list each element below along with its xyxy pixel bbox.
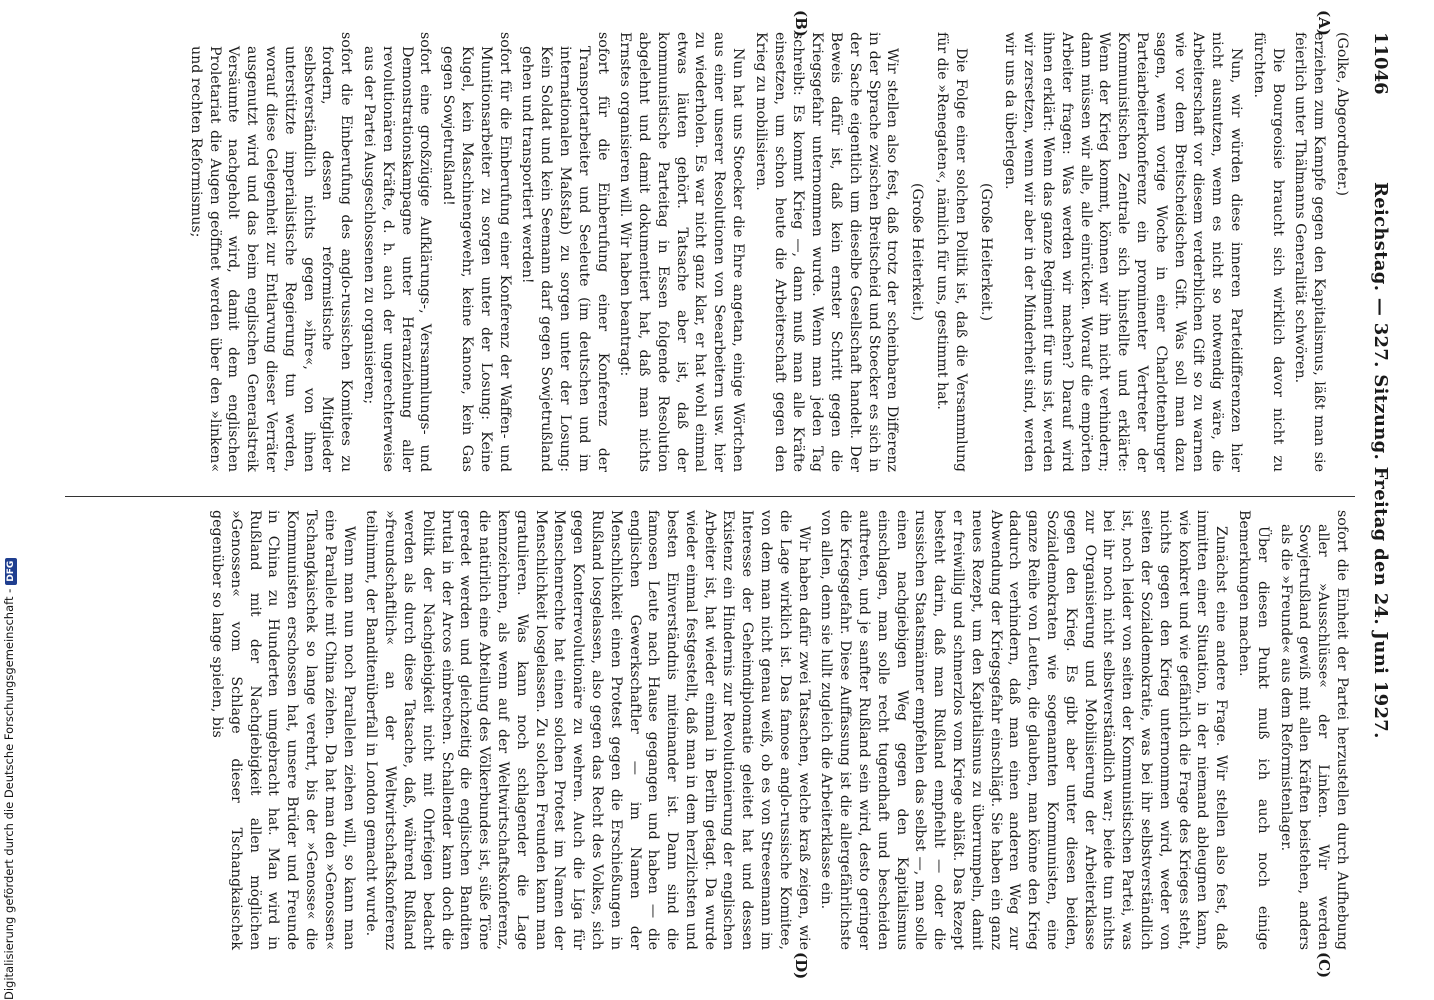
resolution-item: sofort für die Einberufung einer Konferenz der Waffen- und Munitionsarbeiter zu sorgen unter der Losung: Keine Kugel, kein Maschinengewehr, keine Kanone, kein Gas gegen Sowjetrußland! [440, 32, 513, 472]
footer-text: Digitalisierung gefördert durch die Deutsche Forschungsgemeinschaft - [2, 588, 16, 1000]
interjection: (Große Heiterkeit.) [909, 182, 926, 322]
resolution-item: sofort eine großzügige Aufklärungs-, Versammlungs- und Demonstrationskampagne unter Heranziehung aller revolutionären Kräfte, d. h. auch der ungerechterweise aus der Partei Ausgeschlossenen zu organisieren; [360, 32, 434, 472]
margin-mark-d: (D) [792, 952, 810, 980]
margin-mark-a: (A) [1315, 10, 1333, 36]
margin-mark-c: (C) [1315, 952, 1333, 979]
page-number: 11046 [1370, 32, 1391, 95]
paragraph: Wir stellen also fest, daß trotz der scheinbaren Differenz in der Sprache zwischen Breitscheid und Stoecker es sich in der Sache eigentlich um dieselbe Gesellschaft handelt. Der Beweis dafür ist, daß kein ernster Schritt gegen die Kriegsgefahr unternommen wurde. Wenn man jeden Tag schreibt: Es kommt Krieg —, dann muß man alle Kräfte einsetzen, um schon heute die Arbeiterschaft gegen den Krieg zu mobilisieren. [752, 32, 901, 472]
speaker-line: (Golke, Abgeordneter.) [1334, 32, 1350, 197]
resolution-item: sofort die Einberufung des anglo-russischen Komitees zu fordern, dessen reformistische Mitglieder selbstverständlich nichts gegen »ihre«, von ihnen unterstützte imperialistische Regierung tun werden, worauf diese Gelegenheit zur Entlarvung dieser Verräter ausgenutzt wird und das beim englischen Generalstreik Versäumte nachgeholt wird, damit dem englischen Proletariat die Augen geöffnet werden über den »linken« und rechten Reformismus; [187, 32, 355, 472]
digitization-footer [2, 558, 17, 1000]
column-left [71, 32, 1351, 472]
paragraph: Zunächst eine andere Frage. Wir stellen also fest, daß inmitten einer Situation, in der niemand ableugnen kann, wie konkret und wie gefährlich die Frage des Krieges steht, nichts gegen den Krieg unternommen wird, weder von seiten der Sozialdemokratie, was bei ihr selbstverständlich ist, noch leider von seiten der Kommunistischen Partei, was bei ihr noch nicht selbstverständlich war; beide tun nichts zur Organisierung und Mobilisierung der Arbeiterklasse gegen den Krieg. Es gibt aber unter diesen beiden, Sozialdemokraten wie sogenannten Kommunisten, eine ganze Reihe von Leuten, die glauben, man könne den Krieg dadurch verhindern, daß man einen anderen Weg zur Abwendung der Kriegsgefahr einschlägt. Sie haben ein ganz neues Rezept, um den Kapitalismus zu überrumpeln, damit er freiwillig und schmerzlos vom Kriege abläßt. Das Rezept besteht darin, daß man Rußland empfiehlt — oder die russischen Staatsmänner empfehlen das selbst —, man solle einen nachgiebigen Weg gegen den Kapitalismus einschlagen, man solle recht tugendhaft und bescheiden auftreten, und je sanfter Rußland sein wird, desto geringer die Kriegsgefahr. Diese Auffassung ist die allergefährlichste von allen, denn sie lullt zugleich die Arbeiterklasse ein. [818, 510, 1230, 950]
resolution-item: sofort die Einheit der Partei herzustellen durch Aufhebung aller »Ausschlüsse« der Linken. Wir werden Sowjetrußland gewiß mit allen Kräften beistehen, anders als die »Freunde« aus dem Reformistenlager. [1277, 510, 1350, 950]
dfg-logo: DFG [5, 558, 17, 585]
column-divider [65, 496, 1355, 497]
page-title: Reichstag. — 327. Sitzung. Freitag den 24. Juni 1927. [1370, 182, 1391, 739]
page-header [1361, 32, 1395, 972]
margin-mark-b: (B) [792, 10, 810, 37]
paragraph: erziehen zum Kampfe gegen den Kapitalismus, läßt man sie feierlich unter Thälmanns Generalität schwören. [1292, 32, 1328, 472]
paragraph: Die Bourgeoisie braucht sich wirklich davor nicht zu fürchten. [1250, 32, 1286, 472]
resolution-item: sofort für die Einberufung einer Konferenz der Transportarbeiter und Seeleute (im deutschen und im internationalen Maßstab) zu sorgen unter der Losung: Kein Soldat und kein Seemann darf gegen Sowjetrußland gehen und transportiert werden! [519, 32, 611, 472]
paragraph: Nun hat uns Stoecker die Ehre angetan, einige Wörtchen aus einer unserer Resolutionen von Seearbeitern usw. hier zu wiederholen. Es war nicht ganz klar, er hat wohl einmal etwas läuten gehört. Tatsache aber ist, daß der kommunistische Parteitag in Essen folgende Resolution abgelehnt und damit dokumentiert hat, daß man nichts Ernstes organisieren will. Wir haben beantragt: [617, 32, 747, 472]
paragraph: Wir haben dafür zwei Tatsachen, welche kraß zeigen, wie die Lage wirklich ist. Das famose anglo-russische Komitee, von dem man nicht genau weiß, ob es von Streesemann im Interesse der Geheimdiplomatie geleitet hat und dessen Existenz ein Hindernis zur Revolutionierung der englischen Arbeiter ist, hat wieder einmal in Berlin getagt. Da wurde wieder einmal festgestellt, daß man in dem herzlichsten und besten Einverständnis miteinander ist. Dann sind die famosen Leute nach Hause gegangen und haben — die englischen Gewerkschaftler — im Namen der Menschlichkeit einen Protest gegen die Erschießungen in Rußland losgelassen, also gegen das Recht des Volkes, sich gegen Konterrevolutionäre zu wehren. Auch die Liga für Menschenrechte hat einen solchen Protest im Namen der Menschlichkeit losgelassen. Zu solchen Freunden kann man gratulieren. Was kann noch schlagender die Lage kennzeichnen, als wenn auf der Weltwirtschaftskonferenz, die natürlich eine Abteilung des Völkerbundes ist, süße Töne geredet werden und gleichzeitig die englischen Banditen brutal in der Arcos einbrechen. Schallender kann doch die Politik der Nachgiebigkeit nicht mit Ohrfeigen bedacht werden als durch diese Tatsache, daß, während Rußland »freundschaftlich« an der Weltwirtschaftskonferenz teilnimmt, der Banditenüberfall in London gemacht wurde. [363, 510, 812, 950]
interjection: (Große Heiterkeit.) [977, 182, 994, 322]
column-right [71, 510, 1351, 950]
paragraph: Die Folge einer solchen Politik ist, daß die Versammlung für die »Renegaten«, nämlich für uns, gestimmt hat. [934, 32, 969, 472]
paragraph: Über diesen Punkt muß ich auch noch einige Bemerkungen machen. [1236, 510, 1271, 950]
paragraph: Wenn man nun noch Parallelen ziehen will, so kann man eine Parallele mit China ziehen. Da hat man den »Genossen« Tschangkaischek so lange verehrt, bis der »Genosse« die Kommunisten erschossen hat, unsere Brüder und Freunde in China zu Hunderten umgebracht hat. Man wird in Rußland mit der Nachgiebigkeit allen möglichen »Genossen« vom Schlage dieser Tschangkaischek gegenüber so lange spielen, bis [208, 510, 357, 950]
rotated-document-page [55, 10, 1395, 980]
paragraph: Nun, wir würden diese inneren Parteidifferenzen hier nicht ausnutzen, wenn es nicht so notwendig wäre, die Arbeiterschaft vor diesem verderblichen Gift so zu warnen wie vor dem Breitscheidschen Gift. Was soll man dazu sagen, wenn vorige Woche in einer Charlottenburger Parteiarbeiterkonferenz ein prominenter Vertreter der Kommunistischen Zentrale sich hinstellte und erklärte: Wenn der Krieg kommt, können wir ihn nicht verhindern; dann müssen wir alle, alle einrücken. Worauf die empörten Arbeiter fragen: Was werden wir machen? Darauf wird ihnen erklärt: Wenn das ganze Regiment für uns ist, werden wir zersetzen, wenn wir aber in der Minderheit sind, werden wir uns da überlegen. [1002, 32, 1245, 472]
